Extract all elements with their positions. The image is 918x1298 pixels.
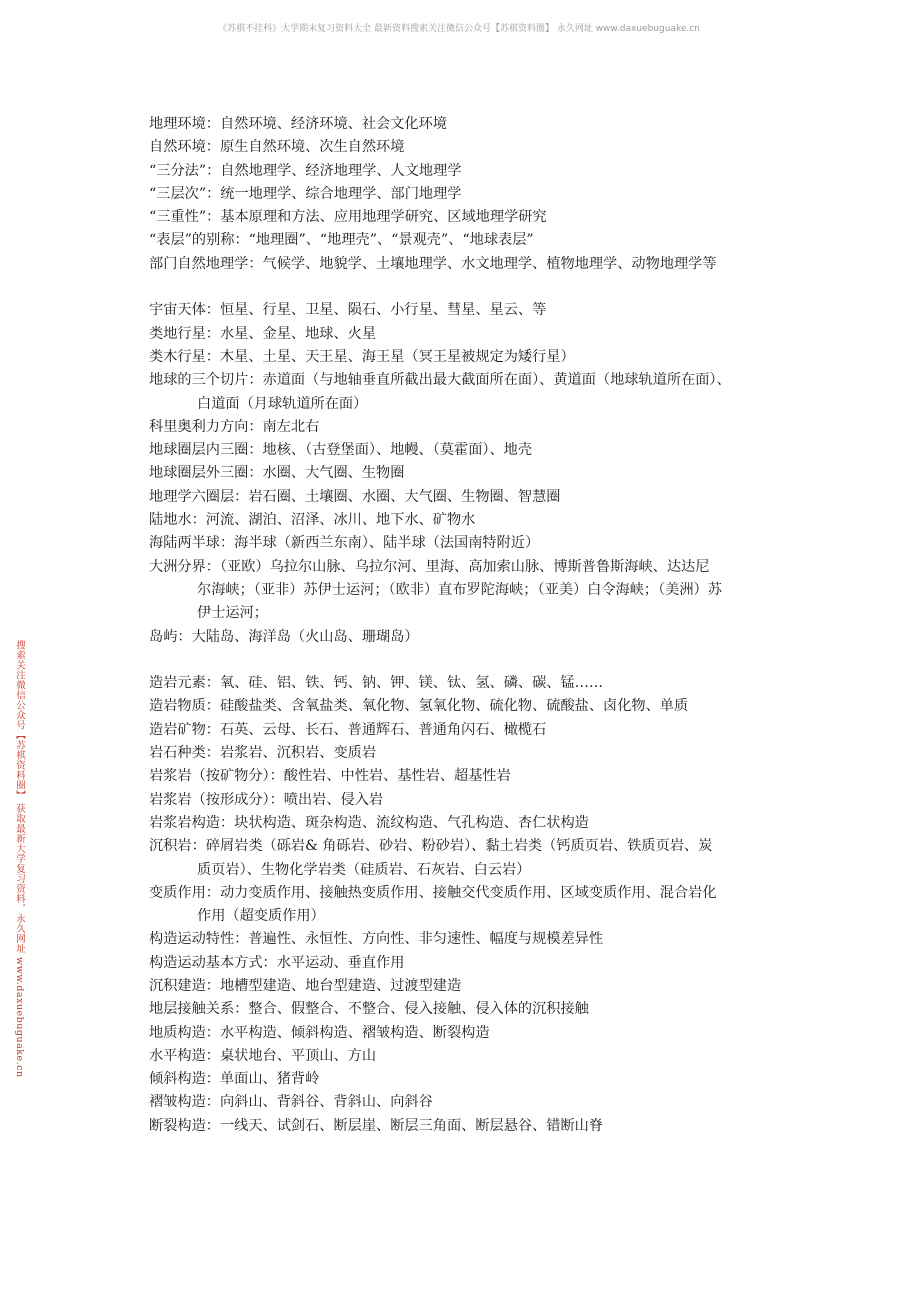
text-line: 地质构造：水平构造、倾斜构造、褶皱构造、断裂构造 <box>149 1024 490 1041</box>
text-line: “三分法”：自然地理学、经济地理学、人文地理学 <box>149 162 462 179</box>
text-line: 岩浆岩（按形成分）：喷出岩、侵入岩 <box>149 791 384 808</box>
document-body <box>149 113 799 1138</box>
text-line-continuation: 质页岩）、生物化学岩类（硅质岩、石灰岩、白云岩） <box>197 861 531 878</box>
text-line: 地理学六圈层：岩石圈、土壤圈、水圈、大气圈、生物圈、智慧圈 <box>149 488 561 505</box>
text-line: 岩浆岩（按矿物分）：酸性岩、中性岩、基性岩、超基性岩 <box>149 768 511 785</box>
text-line: 类地行星：水星、金星、地球、火星 <box>149 325 377 342</box>
text-line: “三重性”：基本原理和方法、应用地理学研究、区域地理学研究 <box>149 209 547 226</box>
text-line-continuation: 伊士运河； <box>197 605 268 622</box>
text-line: 造岩元素：氧、硅、铝、铁、钙、钠、钾、镁、钛、氢、磷、碳、锰…… <box>149 675 604 692</box>
text-line: 沉积建造：地槽型建造、地台型建造、过渡型建造 <box>149 977 462 994</box>
text-line-continuation: 尔海峡；（亚非）苏伊士运河；（欧非）直布罗陀海峡；（亚美）白令海峡；（美洲）苏 <box>197 581 722 598</box>
text-line: 构造运动基本方式：水平运动、垂直作用 <box>149 954 405 971</box>
text-line: 地球圈层外三圈：水圈、大气圈、生物圈 <box>149 465 405 482</box>
text-line: 科里奥利力方向：南左北右 <box>149 418 320 435</box>
text-line: 断裂构造：一线天、试剑石、断层崖、断层三角面、断层悬谷、错断山脊 <box>149 1117 604 1134</box>
text-line: 类木行星：木星、土星、天王星、海王星（冥王星被规定为矮行星） <box>149 348 575 365</box>
text-line: 沉积岩：碎屑岩类（砾岩& 角砾岩、砂岩、粉砂岩）、黏土岩类（钙质页岩、铁质页岩、炭 <box>149 838 713 855</box>
text-line: 海陆两半球：海半球（新西兰东南）、陆半球（法国南特附近） <box>149 535 540 552</box>
text-line: “表层”的别称：“地理圈”、“地理壳”、“景观壳”、“地球表层” <box>149 232 534 249</box>
text-line: 地层接触关系：整合、假整合、不整合、侵入接触、侵入体的沉积接触 <box>149 1001 589 1018</box>
text-line: 自然环境：原生自然环境、次生自然环境 <box>149 139 405 156</box>
text-line: 大洲分界：（亚欧）乌拉尔山脉、乌拉尔河、里海、高加索山脉、博斯普鲁斯海峡、达达尼 <box>149 558 710 575</box>
text-line: 倾斜构造：单面山、猪背岭 <box>149 1071 320 1088</box>
text-line: 宇宙天体：恒星、行星、卫星、陨石、小行星、彗星、星云、等 <box>149 302 547 319</box>
text-line: 地球的三个切片：赤道面（与地轴垂直所截出最大截面所在面）、黄道面（地球轨道所在面）、 <box>149 372 731 389</box>
text-line: 变质作用：动力变质作用、接触热变质作用、接触交代变质作用、区域变质作用、混合岩化 <box>149 884 717 901</box>
text-line: 造岩矿物：石英、云母、长石、普通辉石、普通角闪石、橄榄石 <box>149 721 547 738</box>
paragraph-gap <box>149 276 799 299</box>
text-line: 地球圈层内三圈：地核、（古登堡面）、地幔、（莫霍面）、地壳 <box>149 442 533 459</box>
text-line-continuation: 白道面（月球轨道所在面） <box>197 395 368 412</box>
text-line: 岩石种类：岩浆岩、沉积岩、变质岩 <box>149 745 377 762</box>
text-line: 褶皱构造：向斜山、背斜谷、背斜山、向斜谷 <box>149 1094 433 1111</box>
text-line: 地理环境：自然环境、经济环境、社会文化环境 <box>149 116 447 132</box>
text-line: 岛屿：大陆岛、海洋岛（火山岛、珊瑚岛） <box>149 628 419 645</box>
text-line: 岩浆岩构造：块状构造、斑杂构造、流纹构造、气孔构造、杏仁状构造 <box>149 814 589 831</box>
text-line: 构造运动特性：普遍性、永恒性、方向性、非匀速性、幅度与规模差异性 <box>149 931 604 948</box>
text-line: 陆地水：河流、湖泊、沼泽、冰川、地下水、矿物水 <box>149 512 476 529</box>
paragraph-gap <box>149 649 799 672</box>
text-line: 水平构造：桌状地台、平顶山、方山 <box>149 1047 377 1064</box>
text-line: “三层次”：统一地理学、综合地理学、部门地理学 <box>149 185 462 202</box>
sidebar-watermark: 搜索关注微信公众号【苏棋资料圈】 获取最新大学复习资料，永久网址 www.daxuebuguake.cn <box>14 640 25 1078</box>
text-line: 造岩物质：硅酸盐类、含氧盐类、氧化物、氢氧化物、硫化物、硫酸盐、卤化物、单质 <box>149 698 689 715</box>
text-line-continuation: 作用（超变质作用） <box>197 908 325 925</box>
text-line: 部门自然地理学：气候学、地貌学、土壤地理学、水文地理学、植物地理学、动物地理学等 <box>149 255 717 272</box>
page-header-watermark: 《苏棋不挂科》大学期末复习资料大全 最新资料搜索关注微信公众号【苏棋资料圈】 永久网址 www.daxuebuguake.cn <box>218 24 700 34</box>
